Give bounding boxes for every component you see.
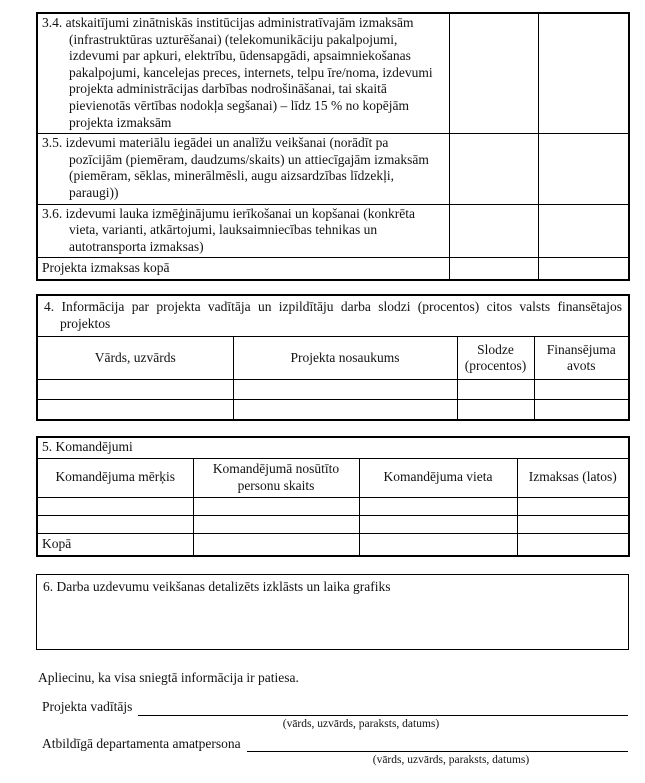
workload-cell [37, 400, 233, 421]
workload-data-row [37, 380, 629, 400]
costs-total-label: Projekta izmaksas kopā [37, 258, 449, 280]
costs-row-3-4 [37, 13, 629, 134]
costs-total-amount-cell-1 [449, 258, 538, 280]
workload-table-title [37, 295, 629, 337]
trips-cell [517, 497, 629, 515]
trips-total-row [37, 533, 629, 556]
workload-table [36, 294, 630, 421]
workload-header-row [37, 337, 629, 380]
trips-cell [359, 515, 517, 533]
trips-header-place: Komandējuma vieta [359, 458, 517, 497]
trips-total-cell [517, 533, 629, 556]
workload-header-load: Slodze (procentos) [457, 337, 534, 380]
trips-data-row [37, 515, 629, 533]
signature-caption-department-official: (vārds, uzvārds, paraksts, datums) [372, 754, 530, 767]
workload-header-project: Projekta nosaukums [233, 337, 457, 380]
trips-cell [37, 515, 193, 533]
costs-row-3-6-description: 3.6. izdevumi lauka izmēģinājumu ierīkošanai un kopšanai (konkrēta vieta, varianti, atkārtojumi, lauksaimniecības tehnikas un autotransporta izmaksas) [37, 204, 449, 258]
tasks-box [36, 574, 629, 650]
form-content [36, 12, 628, 767]
trips-title-row [37, 437, 629, 458]
costs-row-3-5 [37, 134, 629, 204]
costs-total-row [37, 258, 629, 280]
signature-label-project-manager: Projekta vadītājs [42, 699, 133, 715]
signature-caption-project-manager: (vārds, uzvārds, paraksts, datums) [282, 717, 440, 730]
costs-row-3-4-description: 3.4. atskaitījumi zinātniskās institūcijas administratīvajām izmaksām (infrastruktūras uzturēšanai) (telekomunikāciju pakalpojumi, izdevumi par apkuri, elektrību, ūdensapgādi, apsaimniekošanas pakalpojumi, kancelejas preces, internets, telpu īre/noma, izdevumi projekta administrācijas darbības nodrošināšanai, tai skaitā pievienotās vērtības nodokļa segšanai) – līdz 15 % no kopējām projekta izmaksām [37, 13, 449, 134]
costs-row-3-6-amount-cell-2 [538, 204, 629, 258]
signature-line-department-official [247, 736, 628, 752]
signature-label-department-official: Atbildīgā departamenta amatpersona [42, 735, 241, 751]
signature-row-department-official [42, 736, 628, 753]
workload-cell [233, 400, 457, 421]
costs-row-3-4-amount-cell-2 [538, 13, 629, 134]
trips-table [36, 436, 630, 557]
workload-cell [457, 380, 534, 400]
trips-cell [193, 497, 359, 515]
trips-header-purpose: Komandējuma mērķis [37, 458, 193, 497]
trips-total-cell [359, 533, 517, 556]
tasks-box-title: 6. Darba uzdevumu veikšanas detalizēts izklāsts un laika grafiks [43, 578, 391, 594]
workload-cell [233, 380, 457, 400]
trips-cell [517, 515, 629, 533]
workload-cell [37, 380, 233, 400]
workload-table-title-text: 4. Informācija par projekta vadītāja un izpildītāju darba slodzi (procentos) citos valsts finansētajos projektos [44, 298, 623, 331]
trips-cell [37, 497, 193, 515]
workload-cell [534, 400, 629, 421]
trips-cell [193, 515, 359, 533]
costs-row-3-6 [37, 204, 629, 258]
trips-header-persons: Komandējumā nosūtīto personu skaits [193, 458, 359, 497]
signature-row-project-manager [42, 699, 628, 716]
workload-header-funding: Finansējuma avots [534, 337, 629, 380]
trips-cell [359, 497, 517, 515]
signature-line-project-manager [138, 700, 628, 716]
costs-total-amount-cell-2 [538, 258, 629, 280]
declaration-text: Apliecinu, ka visa sniegtā informācija ir patiesa. [38, 669, 299, 685]
workload-cell [534, 380, 629, 400]
workload-data-row [37, 400, 629, 421]
costs-row-3-5-amount-cell-1 [449, 134, 538, 204]
costs-row-3-4-amount-cell-1 [449, 13, 538, 134]
costs-row-3-5-amount-cell-2 [538, 134, 629, 204]
workload-cell [457, 400, 534, 421]
workload-title-row [37, 295, 629, 337]
trips-table-title: 5. Komandējumi [37, 437, 629, 458]
trips-header-row [37, 458, 629, 497]
costs-table [36, 12, 630, 281]
trips-data-row [37, 497, 629, 515]
trips-total-label: Kopā [37, 533, 193, 556]
costs-row-3-6-amount-cell-1 [449, 204, 538, 258]
trips-header-costs: Izmaksas (latos) [517, 458, 629, 497]
trips-total-cell [193, 533, 359, 556]
costs-row-3-5-description: 3.5. izdevumi materiālu iegādei un analīžu veikšanai (norādīt pa pozīcijām (piemēram, daudzums/skaits) un attiecīgajām izmaksām (piemēram, sēklas, minerālmēsli, augu aizsardzības līdzekļi, paraugi)) [37, 134, 449, 204]
workload-header-name: Vārds, uzvārds [37, 337, 233, 380]
